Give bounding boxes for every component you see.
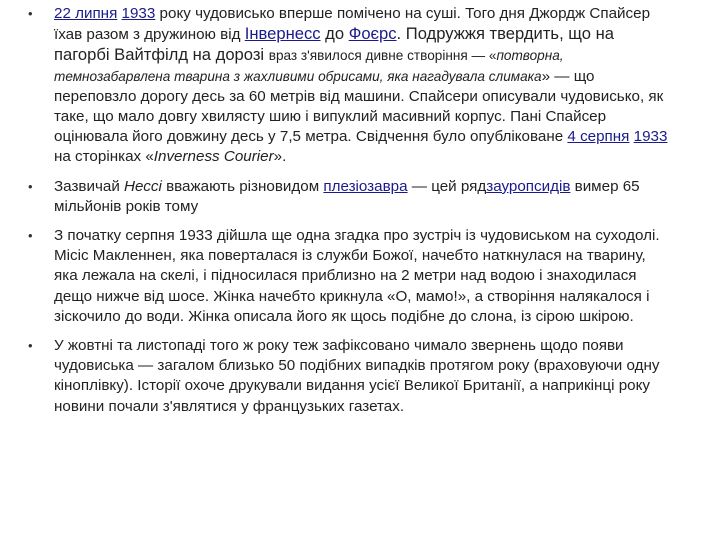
link-sauropsids[interactable]: зауропсидів [486, 177, 571, 195]
bullet-icon: • [28, 338, 33, 354]
bullet-icon: • [28, 178, 33, 194]
text-span: вимер 65 мільйонів років тому [54, 177, 640, 215]
link-year-1933-second[interactable]: 1933 [633, 128, 668, 146]
bullet-icon: • [28, 228, 33, 244]
link-inverness[interactable]: Інвернесс [244, 24, 321, 44]
text-span: — цей ряд [407, 177, 487, 195]
nessie-name: Нессі [124, 177, 162, 195]
link-year-1933[interactable]: 1933 [121, 5, 156, 22]
link-date-22-july[interactable]: 22 липня [54, 5, 118, 22]
text-span: року чудовисько вперше помічено на суші. Того дня Джордж Спайсер їхав разом з дружиною від [54, 5, 651, 44]
bullet-list [28, 4, 668, 426]
bullet-icon: • [28, 6, 33, 21]
text-span: » — що переповзло дорогу десь за 60 метрів від машини. Спайсери описували чудовисько, як таке, що мало довгу хвилясту шию і випуклий масивний корпус. Пані Спайсер оцінювала його довжину десь у 7,5 метра. Свідчення було опубліковане [54, 67, 664, 146]
newspaper-name: Inverness Courier [153, 148, 274, 166]
link-foyers[interactable]: Фоєрс [348, 24, 397, 44]
list-item [28, 336, 668, 417]
text-span: враз з'явилося дивне створіння — « [268, 48, 497, 64]
text-span: вважають різновидом [161, 177, 324, 195]
list-item [28, 226, 668, 327]
text-span: на сторінках « [54, 148, 154, 166]
text-span: до [320, 24, 349, 44]
link-plesiosaur[interactable]: плезіозавра [323, 177, 408, 195]
list-item [28, 4, 668, 168]
quote-description: потворна, темнозабарвлена тварина з жахливими обрисами, яка нагадувала слимака [54, 48, 564, 84]
text-span: . Подружжя твердить, що на пагорбі Вайтфілд на дорозі [54, 24, 614, 65]
text-span: Зазвичай [54, 177, 125, 195]
paragraph-text: У жовтні та листопаді того ж року теж зафіксовано чимало звернень щодо появи чудовиська — загалом близько 50 подібних випадків протягом року (враховуючи одну кіноплівку). Історії охоче друкували видання усієї Великої Британії, а наприкінці року новини почали з'являтися у французьких газетах. [54, 337, 660, 415]
paragraph-text: З початку серпня 1933 дійшла ще одна згадка про зустріч із чудовиськом на суходолі. Місіс Макленнен, яка поверталася із служби Божої, начебто наткнулася на тварину, яка лежала на скелі, і підносилася приблизно на 2 метри над водою і знаходилася дещо нижче від шосе. Жінка начебто крикнула «О, мамо!», а створіння налякалося і зіскочило до води. Жінка описала його як щось подібне до слона, із сірою шкірою. [54, 227, 660, 325]
link-date-4-august[interactable]: 4 серпня [567, 128, 630, 146]
list-item [28, 177, 668, 217]
text-span: ». [273, 148, 287, 166]
